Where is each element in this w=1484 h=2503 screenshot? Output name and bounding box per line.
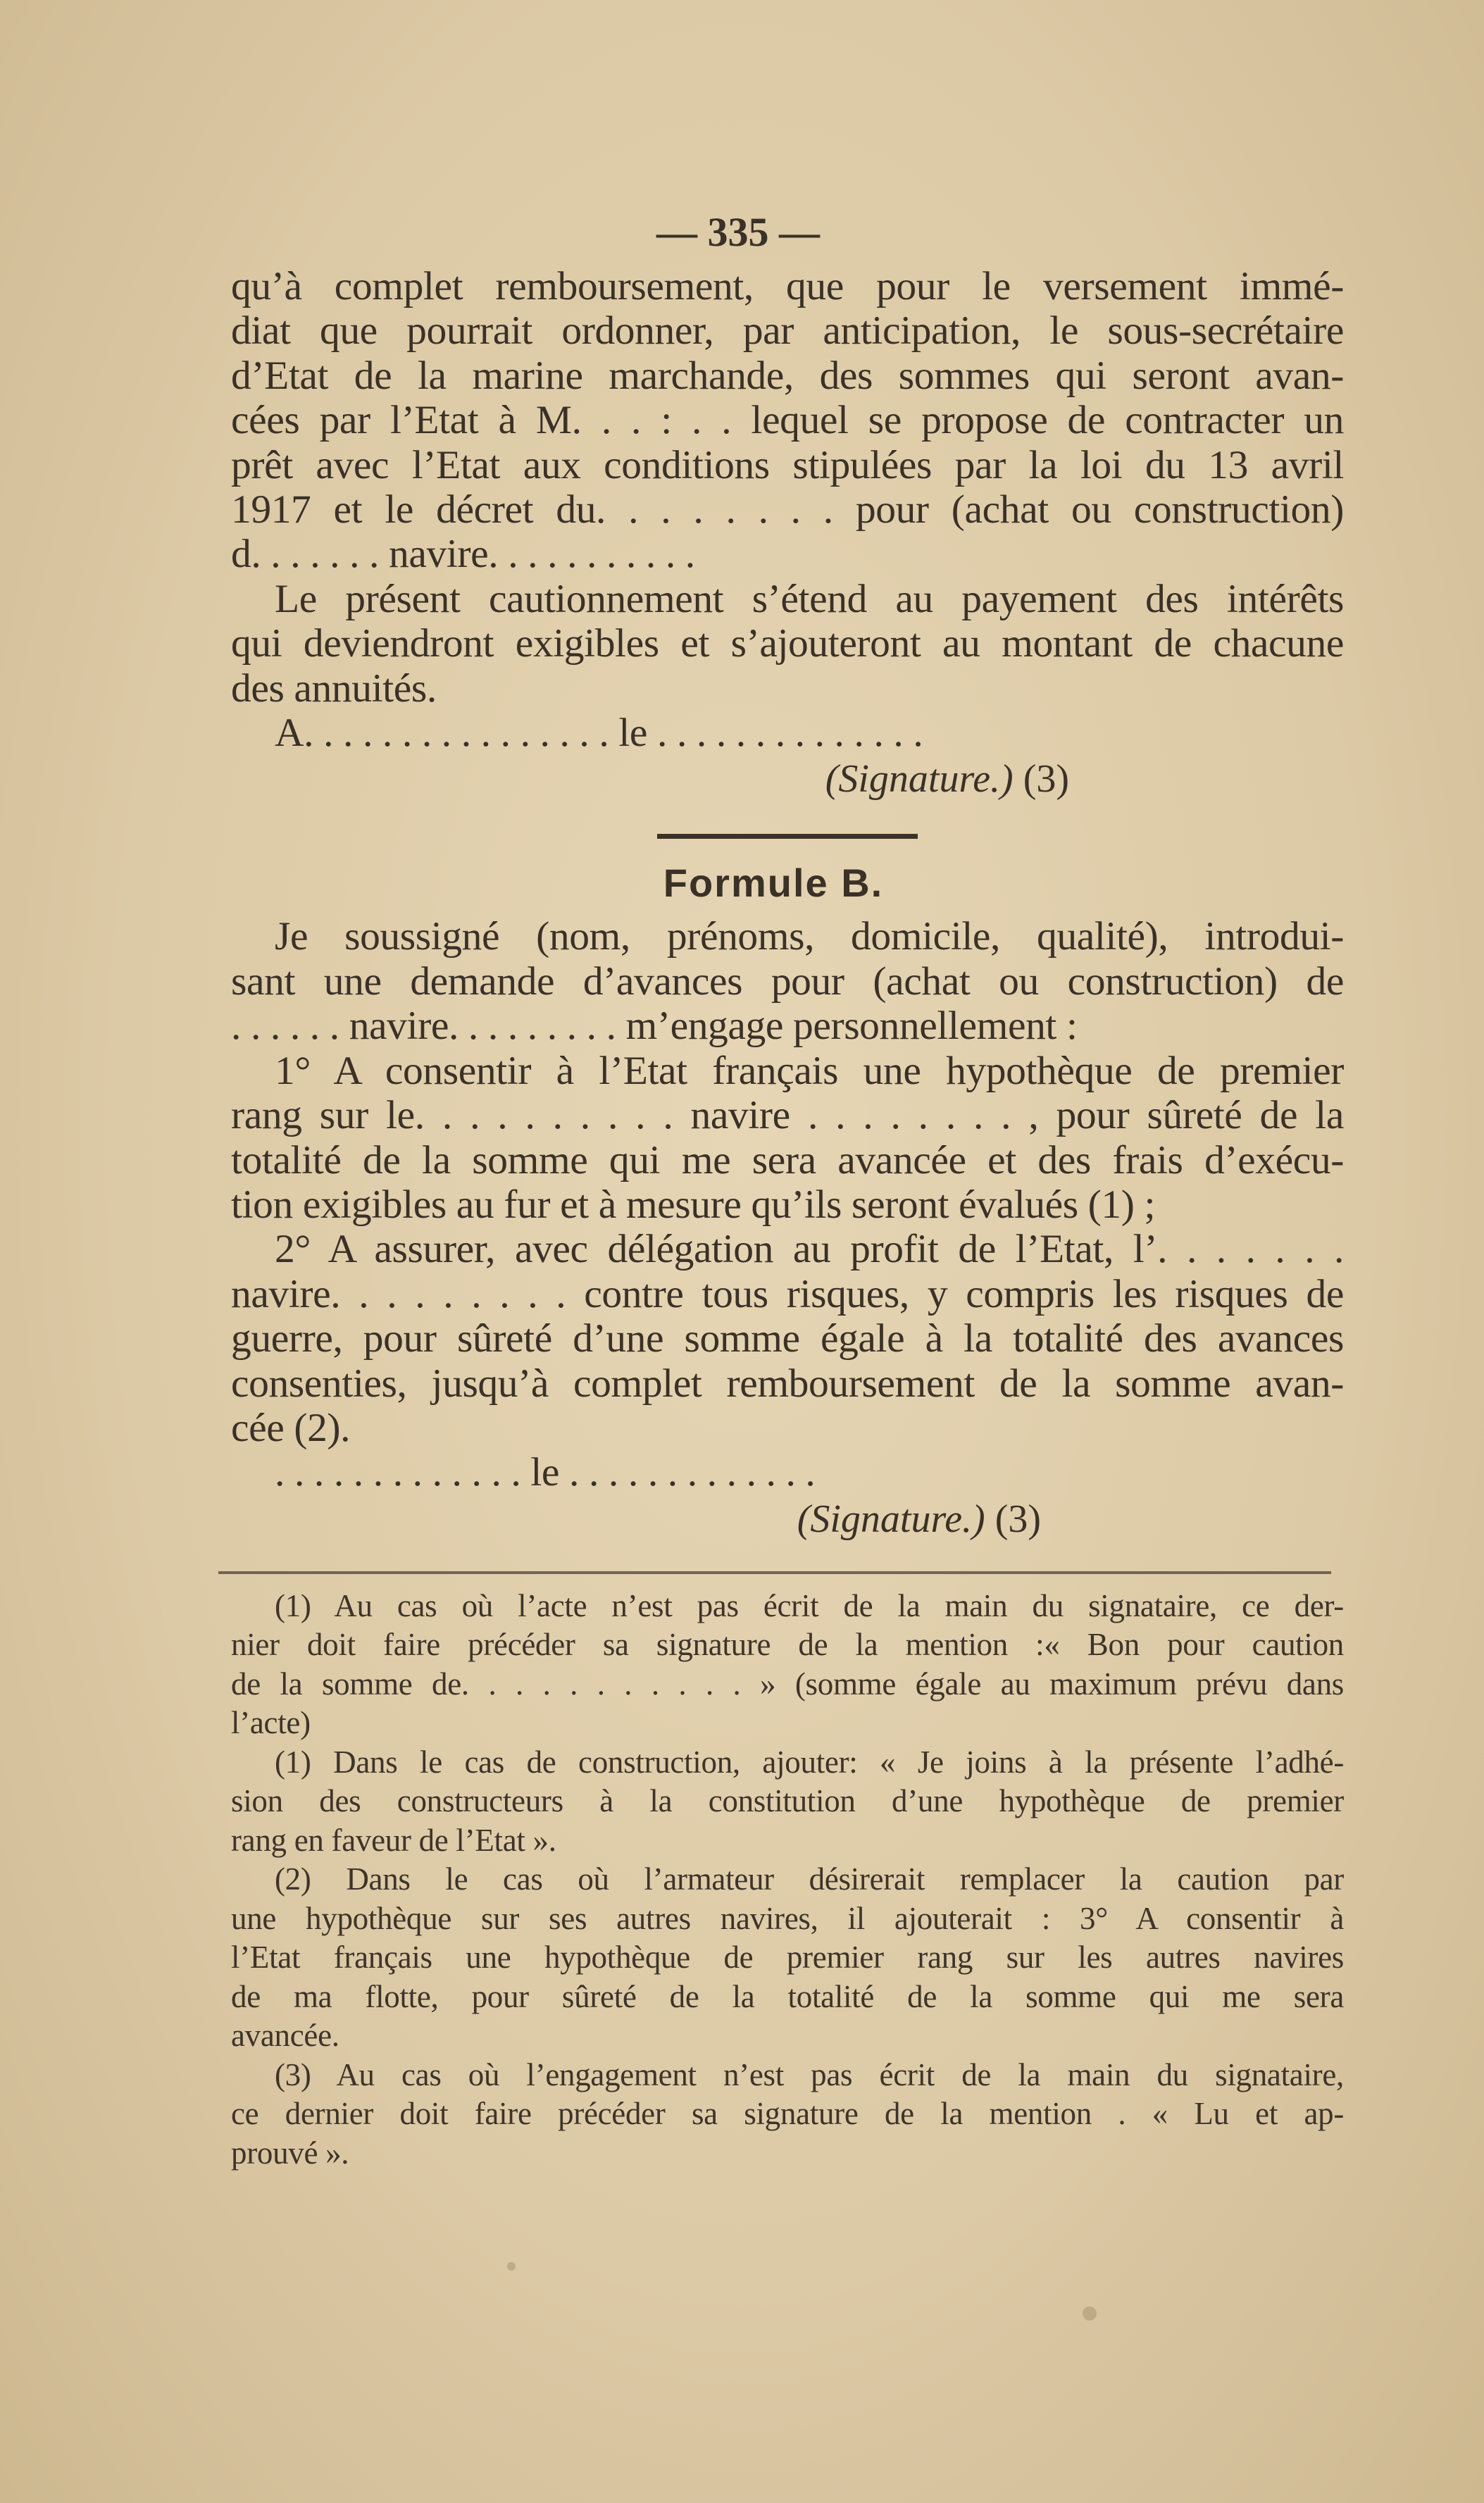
- text-line: des annuités.: [231, 666, 437, 711]
- footnote: [231, 1743, 1344, 1861]
- footnote-line: (1) Dans le cas de construction, ajouter: « Je joins à la présente l’adhé-: [275, 1744, 1344, 1780]
- text-line: 1917 et le décret du. . . . . . . . pour (achat ou construction): [231, 487, 1344, 532]
- footnote-line: de la somme de. . . . . . . . . . . » (somme égale au maximum prévu dans: [231, 1666, 1344, 1702]
- footnote-line: l’acte): [231, 1705, 311, 1741]
- text-line: sant une demande d’avances pour (achat ou construction) de: [231, 959, 1344, 1004]
- paper-stain: [507, 2262, 516, 2271]
- place-date-line: . . . . . . . . . . . . . le . . . . . . . . . . . . .: [275, 1450, 816, 1495]
- text-line: prêt avec l’Etat aux conditions stipulées par la loi du 13 avril: [231, 442, 1344, 487]
- footnote-line: (1) Au cas où l’acte n’est pas écrit de la main du signataire, ce der-: [275, 1587, 1344, 1623]
- footnote-line: avancée.: [231, 2018, 339, 2054]
- text-line: . . . . . . navire. . . . . . . . . m’engage personnellement :: [231, 1004, 1078, 1049]
- footnote: [231, 1587, 1344, 1743]
- footnote-separator: [218, 1571, 1331, 1574]
- page-number: — 335 —: [656, 209, 820, 255]
- text-line: diat que pourrait ordonner, par anticipation, le sous-secrétaire: [231, 308, 1344, 354]
- text-line: tion exigibles au fur et à mesure qu’ils seront évalués (1) ;: [231, 1182, 1156, 1227]
- text-line: navire. . . . . . . . . contre tous risques, y compris les risques de: [231, 1271, 1344, 1316]
- section-heading: Formule B.: [663, 861, 884, 906]
- section-divider: [657, 834, 918, 839]
- signature-line: [231, 1497, 1344, 1542]
- text-line: qu’à complet remboursement, que pour le versement immé-: [231, 264, 1344, 308]
- formula-b-text: [231, 914, 1344, 1494]
- footnote-line: l’Etat français une hypothèque de premier rang sur les autres navires: [231, 1940, 1344, 1975]
- footnote-line: sion des constructeurs à la constitution d’une hypothèque de premier: [231, 1783, 1344, 1819]
- footnote-line: rang en faveur de l’Etat ».: [231, 1822, 556, 1858]
- text-line: totalité de la somme qui me sera avancée et des frais d’exécu-: [231, 1137, 1344, 1182]
- text-line: guerre, pour sûreté d’une somme égale à la totalité des avances: [231, 1316, 1344, 1361]
- footnote-line: nier doit faire précéder sa signature de la mention :« Bon pour caution: [231, 1627, 1344, 1663]
- text-line: qui deviendront exigibles et s’ajouteront au montant de chacune: [231, 621, 1344, 666]
- signature-note-ref: (3): [994, 1497, 1041, 1541]
- footnote-line: prouvé ».: [231, 2135, 349, 2171]
- footnote-line: (3) Au cas où l’engagement n’est pas écrit de la main du signataire,: [275, 2056, 1344, 2092]
- signature-label: (Signature.): [797, 1497, 985, 1541]
- text-line: cée (2).: [231, 1405, 351, 1450]
- footnote: [231, 2056, 1344, 2173]
- text-line: consenties, jusqu’à complet remboursement de la somme avan-: [231, 1361, 1344, 1406]
- text-line: Je soussigné (nom, prénoms, domicile, qualité), introdui-: [275, 914, 1344, 959]
- place-date-line: A. . . . . . . . . . . . . . . . le . . . . . . . . . . . . . .: [275, 711, 923, 756]
- text-line: d. . . . . . . navire. . . . . . . . . . .: [231, 532, 695, 577]
- text-line: d’Etat de la marine marchande, des sommes qui seront avan-: [231, 353, 1344, 398]
- footnote-line: une hypothèque sur ses autres navires, il ajouterait : 3° A consentir à: [231, 1900, 1344, 1936]
- footnote-line: ce dernier doit faire précéder sa signature de la mention . « Lu et ap-: [231, 2096, 1344, 2132]
- text-line: 1° A consentir à l’Etat français une hypothèque de premier: [275, 1048, 1344, 1093]
- text-column: [231, 201, 1344, 2173]
- text-line: 2° A assurer, avec délégation au profit de l’Etat, l’. . . . . . .: [275, 1227, 1344, 1272]
- text-line: cées par l’Etat à M. . . : . . lequel se propose de contracter un: [231, 398, 1344, 443]
- footnote: [231, 1860, 1344, 2056]
- text-line: rang sur le. . . . . . . . . . navire . . . . . . . . , pour sûreté de la: [231, 1093, 1344, 1138]
- formula-a-text: [231, 264, 1344, 755]
- text-line: Le présent cautionnement s’étend au payement des intérêts: [275, 576, 1344, 621]
- footnote-line: de ma flotte, pour sûreté de la totalité de la somme qui me sera: [231, 1978, 1344, 2014]
- signature-line: [231, 756, 1344, 801]
- footnotes: [231, 1587, 1344, 2173]
- signature-label: (Signature.): [825, 757, 1014, 801]
- paper-stain: [1083, 2307, 1097, 2321]
- signature-note-ref: (3): [1023, 757, 1069, 801]
- footnote-line: (2) Dans le cas où l’armateur désirerait remplacer la caution par: [275, 1861, 1344, 1897]
